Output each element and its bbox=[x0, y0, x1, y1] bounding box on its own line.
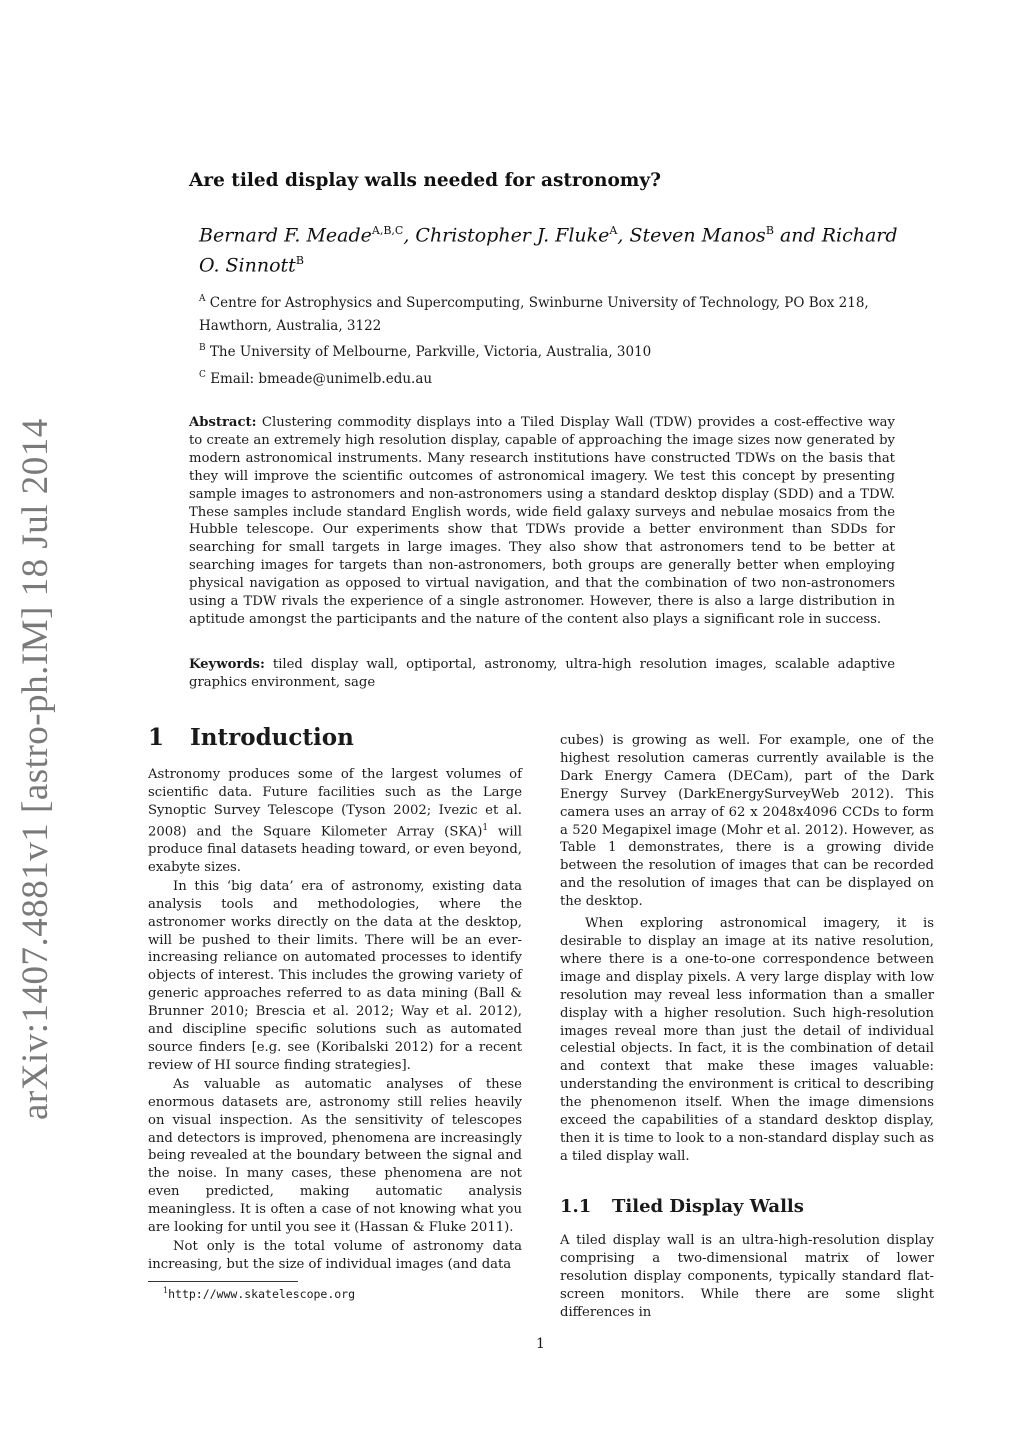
paragraph: When exploring astronomical imagery, it is desirable to display an image at its native resolution, where there is a one-to-one correspondence between image and display pixels. A very large display with low resolution may reveal less information than a smaller display with a higher resolution. Such high-resolution images reveal more than just the detail of individual celestial objects. In fact, it is the combination of detail and context that make these images valuable: understanding the environment is critical to describing the phenomenon itself. When the image dimensions exceed the capabilities of a standard desktop display, then it is time to look to a non-standard display such as a tiled display wall. bbox=[560, 916, 934, 1164]
paragraph bbox=[148, 766, 522, 877]
footnote bbox=[163, 1286, 355, 1301]
right-column-text bbox=[560, 732, 934, 1166]
paragraph: As valuable as automatic analyses of these enormous datasets are, astronomy still relies heavily on visual inspection. As the sensitivity of telescopes and detectors is improved, phenomena are increasingly being revealed at the boundary between the signal and the noise. In many cases, these phenomena are not even predicted, making automatic analysis meaningless. It is often a case of not knowing what you are looking for until you see it (Hassan & Fluke 2011). bbox=[148, 1076, 522, 1236]
footnote-url: http://www.skatelescope.org bbox=[168, 1286, 356, 1301]
section-title: Tiled Display Walls bbox=[612, 1196, 804, 1217]
author-separator: , bbox=[403, 224, 416, 247]
subsection-text bbox=[560, 1232, 934, 1322]
author-list bbox=[199, 218, 909, 279]
paragraph: cubes) is growing as well. For example, one of the highest resolution cameras currently available is the Dark Energy Camera (DECam), part of the Dark Energy Survey (DarkEnergySurveyWeb 2012). This camera uses an array of 62 x 2048x4096 CCDs to form a 520 Megapixel image (Mohr et al. 2012). However, as Table 1 demonstrates, there is a growing divide between the resolution of images that can be recorded and the resolution of images that can be displayed on the desktop. bbox=[560, 733, 934, 910]
abstract bbox=[189, 414, 895, 629]
author-name: Bernard F. Meade bbox=[199, 224, 372, 247]
affiliations bbox=[199, 288, 899, 390]
paragraph-text: will produce final datasets heading toward, or even beyond, exabyte sizes. bbox=[148, 824, 522, 875]
author-affil-mark: B bbox=[295, 254, 304, 268]
left-column-text bbox=[148, 766, 522, 1274]
affiliation-mark: B bbox=[199, 343, 206, 353]
footnote-rule bbox=[148, 1281, 298, 1282]
author-name: Richard O. Sinnott bbox=[199, 224, 898, 277]
author-affil-mark: B bbox=[765, 224, 774, 237]
keywords-text: tiled display wall, optiportal, astronomy, ultra-high resolution images, scalable adaptive graphics environment, sage bbox=[189, 657, 895, 690]
page-number: 1 bbox=[536, 1336, 545, 1352]
section-number: 1.1 bbox=[560, 1196, 592, 1217]
paragraph-text: Astronomy produces some of the largest volumes of scientific data. Future facilities such as the Large Synoptic Survey Telescope (Tyson 2002; Ivezic et al. 2008) and the Square Kilometer Array (SKA) bbox=[148, 767, 522, 840]
affiliation-text: Email: bmeade@unimelb.edu.au bbox=[210, 370, 433, 387]
paragraph: A tiled display wall is an ultra-high-resolution display comprising a two-dimensional matrix of lower resolution display components, typically standard flat-screen monitors. While there are some slight differences in bbox=[560, 1233, 934, 1320]
affiliation-text: Centre for Astrophysics and Supercomputing, Swinburne University of Technology, PO Box 218, Hawthorn, Australia, 3122 bbox=[199, 295, 869, 334]
affiliation-text: The University of Melbourne, Parkville, Victoria, Australia, 3010 bbox=[209, 344, 652, 360]
author-name: Christopher J. Fluke bbox=[415, 224, 610, 247]
affiliation bbox=[199, 288, 899, 337]
section-heading-introduction bbox=[148, 724, 354, 751]
section-heading-tiled-display-walls bbox=[560, 1196, 804, 1217]
author-separator: , bbox=[617, 224, 630, 247]
section-number: 1 bbox=[148, 724, 165, 751]
section-title: Introduction bbox=[190, 724, 354, 751]
arxiv-identifier: arXiv:1407.4881v1 [astro-ph.IM] 18 Jul 2014 bbox=[15, 418, 56, 1120]
keywords-label: Keywords: bbox=[189, 657, 265, 672]
paragraph: In this ‘big data’ era of astronomy, existing data analysis tools and methodologies, where the astronomer works directly on the data at the desktop, will be pushed to their limits. There will be an ever-increasing reliance on automated processes to identify objects of interest. This includes the growing variety of generic approaches referred to as data mining (Ball & Brunner 2010; Brescia et al. 2012; Way et al. 2012), and discipline specific solutions such as automated source finders [e.g. see (Koribalski 2012) for a recent review of HI source finding strategies]. bbox=[148, 878, 522, 1073]
affiliation-mark: C bbox=[199, 369, 206, 380]
paper-title: Are tiled display walls needed for astronomy? bbox=[189, 170, 661, 191]
author-affil-mark: A,B,C bbox=[371, 224, 404, 237]
affiliation-mark: A bbox=[199, 294, 206, 304]
abstract-label: Abstract: bbox=[189, 415, 257, 430]
affiliation bbox=[199, 337, 899, 364]
abstract-text: Clustering commodity displays into a Tiled Display Wall (TDW) provides a cost-effective way to create an extremely high resolution display, capable of approaching the image sizes now generated by modern astronomical instruments. Many research institutions have constructed TDWs on the basis that they will improve the scientific outcomes of astronomical imagery. We test this concept by presenting sample images to astronomers and non-astronomers using a standard desktop display (SDD) and a TDW. These samples include standard English words, wide field galaxy surveys and nebulae mosaics from the Hubble telescope. Our experiments show that TDWs provide a better environment than SDDs for searching for small targets in large images. They also show that astronomers tend to be better at searching images for targets than non-astronomers, both groups are generally better when employing physical navigation as opposed to virtual navigation, and that the combination of two non-astronomers using a TDW rivals the experience of a single astronomer. However, there is also a large distribution in aptitude amongst the participants and the nature of the content also plays a significant role in success. bbox=[189, 415, 895, 627]
author-separator: and bbox=[773, 224, 822, 247]
footnote-mark: 1 bbox=[163, 1286, 169, 1295]
author-name: Steven Manos bbox=[629, 224, 766, 247]
footnote-marker: 1 bbox=[482, 822, 489, 833]
affiliation bbox=[199, 364, 899, 391]
keywords bbox=[189, 656, 895, 692]
author-affil-mark: A bbox=[609, 224, 618, 237]
paragraph: Not only is the total volume of astronomy data increasing, but the size of individual images (and data bbox=[148, 1238, 522, 1272]
